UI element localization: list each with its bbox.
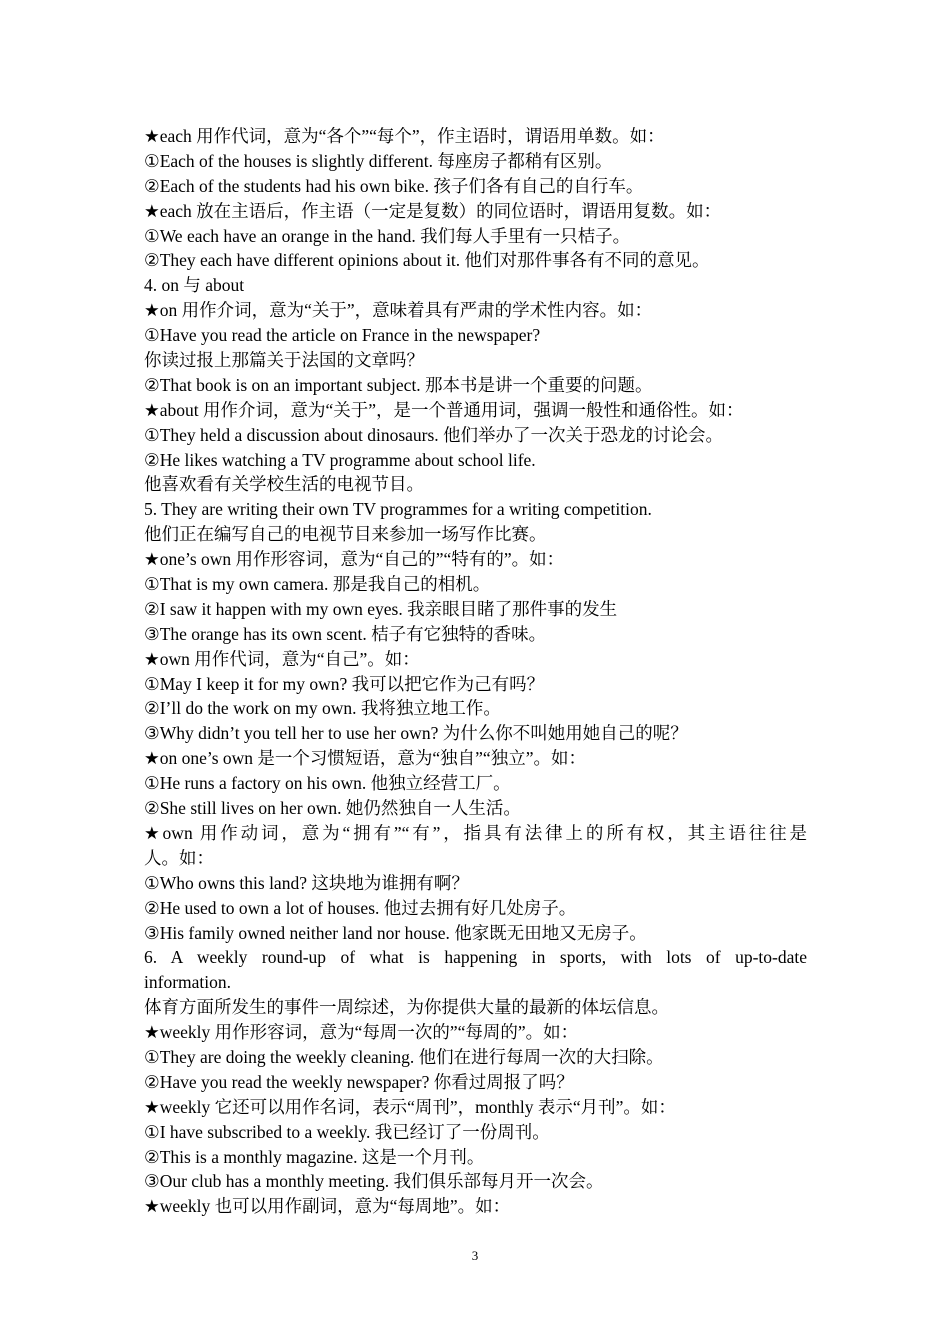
text-line: ①They are doing the weekly cleaning. 他们在进行每周一次的大扫除。 [144, 1046, 664, 1067]
text-line: ③His family owned neither land nor house. 他家既无田地又无房子。 [144, 922, 647, 943]
text-line: ①We each have an orange in the hand. 我们每人手里有一只桔子。 [144, 225, 631, 246]
text-line: ★about 用作介词，意为“关于”，是一个普通用词，强调一般性和通俗性。如： [144, 399, 744, 420]
text-line: ③Why didn’t you tell her to use her own? 为什么你不叫她用她自己的呢？ [144, 723, 688, 744]
text-line: ②Each of the students had his own bike. 孩子们各有自己的自行车。 [144, 175, 644, 196]
text-line: ★on 用作介词，意为“关于”，意味着具有严肃的学术性内容。如： [144, 300, 653, 321]
text-line: ★one’s own 用作形容词，意为“自己的”“特有的”。如： [144, 549, 565, 570]
text-line: ★each 放在主语后，作主语（一定是复数）的同位语时，谓语用复数。如： [144, 200, 722, 221]
text-line: ①Who owns this land? 这块地为谁拥有啊？ [144, 872, 469, 893]
page-number: 3 [471, 1248, 479, 1263]
text-line: information. [144, 972, 231, 993]
text-line: 你读过报上那篇关于法国的文章吗？ [144, 350, 424, 371]
text-line: ★each 用作代词，意为“各个”“每个”，作主语时，谓语用单数。如： [144, 126, 665, 146]
text-line: ①He runs a factory on his own. 他独立经营工厂。 [144, 773, 511, 794]
page-content [144, 124, 807, 1219]
text-line: ①Have you read the article on France in the newspaper? [144, 325, 541, 346]
text-line: ③Our club has a monthly meeting. 我们俱乐部每月开一次会。 [144, 1171, 604, 1192]
text-line: ②He likes watching a TV programme about school life. [144, 449, 536, 470]
text-line: 人。如： [144, 847, 214, 868]
text-line: 他们正在编写自己的电视节目来参加一场写作比赛。 [144, 524, 547, 545]
text-line: ①I have subscribed to a weekly. 我已经订了一份周刊。 [144, 1121, 550, 1142]
text-line: ③The orange has its own scent. 桔子有它独特的香味。 [144, 623, 547, 644]
text-line: ②She still lives on her own. 她仍然独自一人生活。 [144, 798, 521, 819]
text-line: 他喜欢看有关学校生活的电视节目。 [144, 474, 424, 495]
text-line: ②That book is on an important subject. 那本书是讲一个重要的问题。 [144, 374, 653, 395]
text-line: ★own 用作动词，意为“拥有”“有”，指具有法律上的所有权，其主语往往是 [144, 822, 807, 843]
text-line: ②This is a monthly magazine. 这是一个月刊。 [144, 1146, 485, 1167]
section-heading: 5. They are writing their own TV programmes for a writing competition. [144, 499, 652, 520]
text-line: ②Have you read the weekly newspaper? 你看过周报了吗？ [144, 1071, 574, 1092]
text-line: ★weekly 也可以用作副词，意为“每周地”。如： [144, 1196, 511, 1217]
text-line: ①Each of the houses is slightly different. 每座房子都稍有区别。 [144, 150, 613, 171]
text-line: ①That is my own camera. 那是我自己的相机。 [144, 574, 491, 595]
text-line: ②I saw it happen with my own eyes. 我亲眼目睹了那件事的发生 [144, 598, 618, 619]
section-heading: 4. on 与 about [144, 275, 245, 296]
text-line: ★weekly 用作形容词，意为“每周一次的”“每周的”。如： [144, 1022, 579, 1043]
text-line: ②They each have different opinions about it. 他们对那件事各有不同的意见。 [144, 250, 710, 271]
text-line: ①May I keep it for my own? 我可以把它作为己有吗？ [144, 673, 545, 694]
text-line: 体育方面所发生的事件一周综述，为你提供大量的最新的体坛信息。 [144, 997, 669, 1018]
text-line: ★on one’s own 是一个习惯短语，意为“独自”“独立”。如： [144, 748, 586, 769]
text-line: ②He used to own a lot of houses. 他过去拥有好几处房子。 [144, 897, 577, 918]
text-line: ★weekly 它还可以用作名词，表示“周刊”，monthly 表示“月刊”。如： [144, 1096, 676, 1117]
text-line: ①They held a discussion about dinosaurs. 他们举办了一次关于恐龙的讨论会。 [144, 424, 724, 445]
text-line: ②I’ll do the work on my own. 我将独立地工作。 [144, 698, 501, 719]
text-line: ★own 用作代词，意为“自己”。如： [144, 648, 420, 669]
section-heading: 6. A weekly round-up of what is happening in sports, with lots of up-to-date [144, 947, 807, 968]
